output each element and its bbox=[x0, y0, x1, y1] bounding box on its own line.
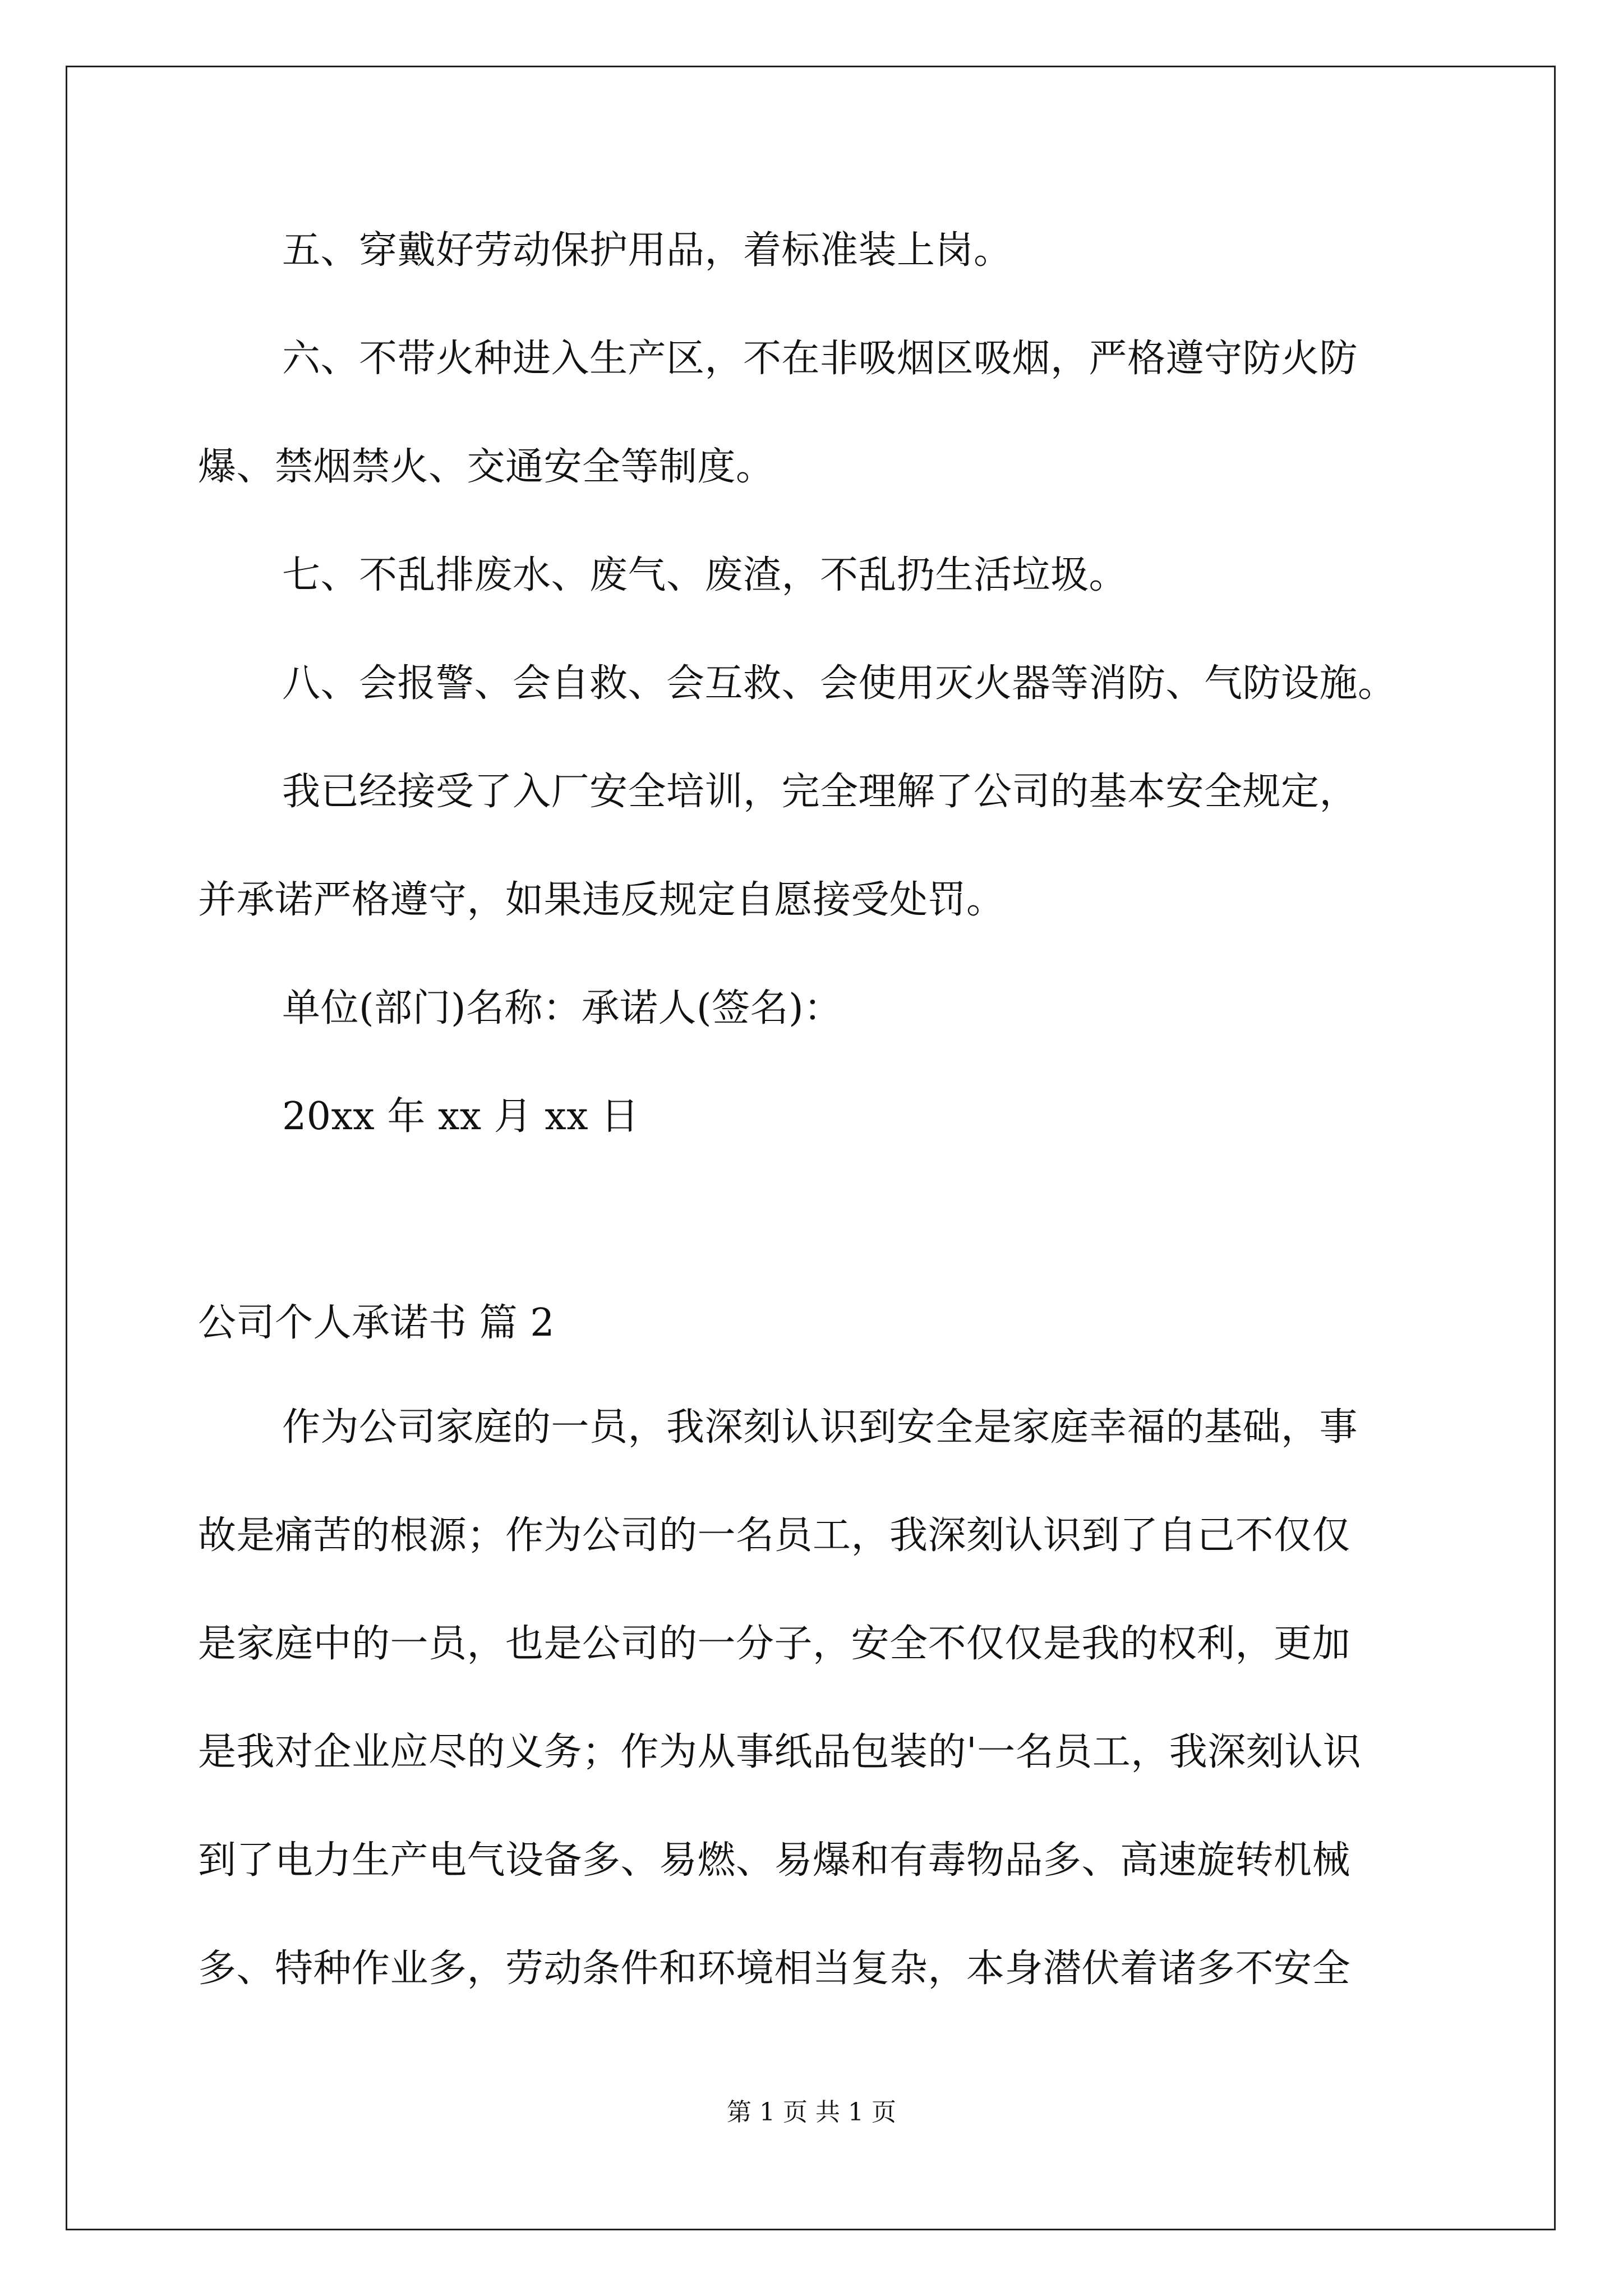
body-paragraph-line-3: 是家庭中的一员，也是公司的一分子，安全不仅仅是我的权利，更加 bbox=[198, 1622, 1351, 1666]
paragraph-commitment-line-1: 我已经接受了入厂安全培训，完全理解了公司的基本安全规定， bbox=[282, 770, 1358, 814]
page-border bbox=[66, 66, 1556, 2230]
paragraph-commitment-line-2: 并承诺严格遵守，如果违反规定自愿接受处罚。 bbox=[198, 878, 1005, 922]
body-paragraph-line-5: 到了电力生产电气设备多、易燃、易爆和有毒物品多、高速旋转机械 bbox=[198, 1838, 1351, 1883]
section-heading: 公司个人承诺书 篇 2 bbox=[198, 1301, 555, 1345]
paragraph-item-eight: 八、会报警、会自救、会互救、会使用灭火器等消防、气防设施。 bbox=[282, 661, 1396, 706]
paragraph-item-six-line-2: 爆、禁烟禁火、交通安全等制度。 bbox=[198, 445, 774, 489]
date-line: 20xx 年 xx 月 xx 日 bbox=[282, 1094, 639, 1139]
body-paragraph-line-4: 是我对企业应尽的义务；作为从事纸品包装的'一名员工，我深刻认识 bbox=[198, 1730, 1362, 1774]
body-paragraph-line-2: 故是痛苦的根源；作为公司的一名员工，我深刻认识到了自己不仅仅 bbox=[198, 1513, 1351, 1558]
paragraph-item-five: 五、穿戴好劳动保护用品，着标准装上岗。 bbox=[282, 228, 1012, 273]
body-paragraph-line-6: 多、特种作业多，劳动条件和环境相当复杂，本身潜伏着诸多不安全 bbox=[198, 1947, 1351, 1991]
page-footer: 第 1 页 共 1 页 bbox=[727, 2098, 896, 2127]
body-paragraph-line-1: 作为公司家庭的一员，我深刻认识到安全是家庭幸福的基础，事 bbox=[282, 1405, 1358, 1450]
paragraph-item-six-line-1: 六、不带火种进入生产区，不在非吸烟区吸烟，严格遵守防火防 bbox=[282, 337, 1358, 381]
paragraph-item-seven: 七、不乱排废水、废气、废渣，不乱扔生活垃圾。 bbox=[282, 553, 1128, 597]
signature-line: 单位(部门)名称：承诺人(签名)： bbox=[282, 986, 842, 1030]
